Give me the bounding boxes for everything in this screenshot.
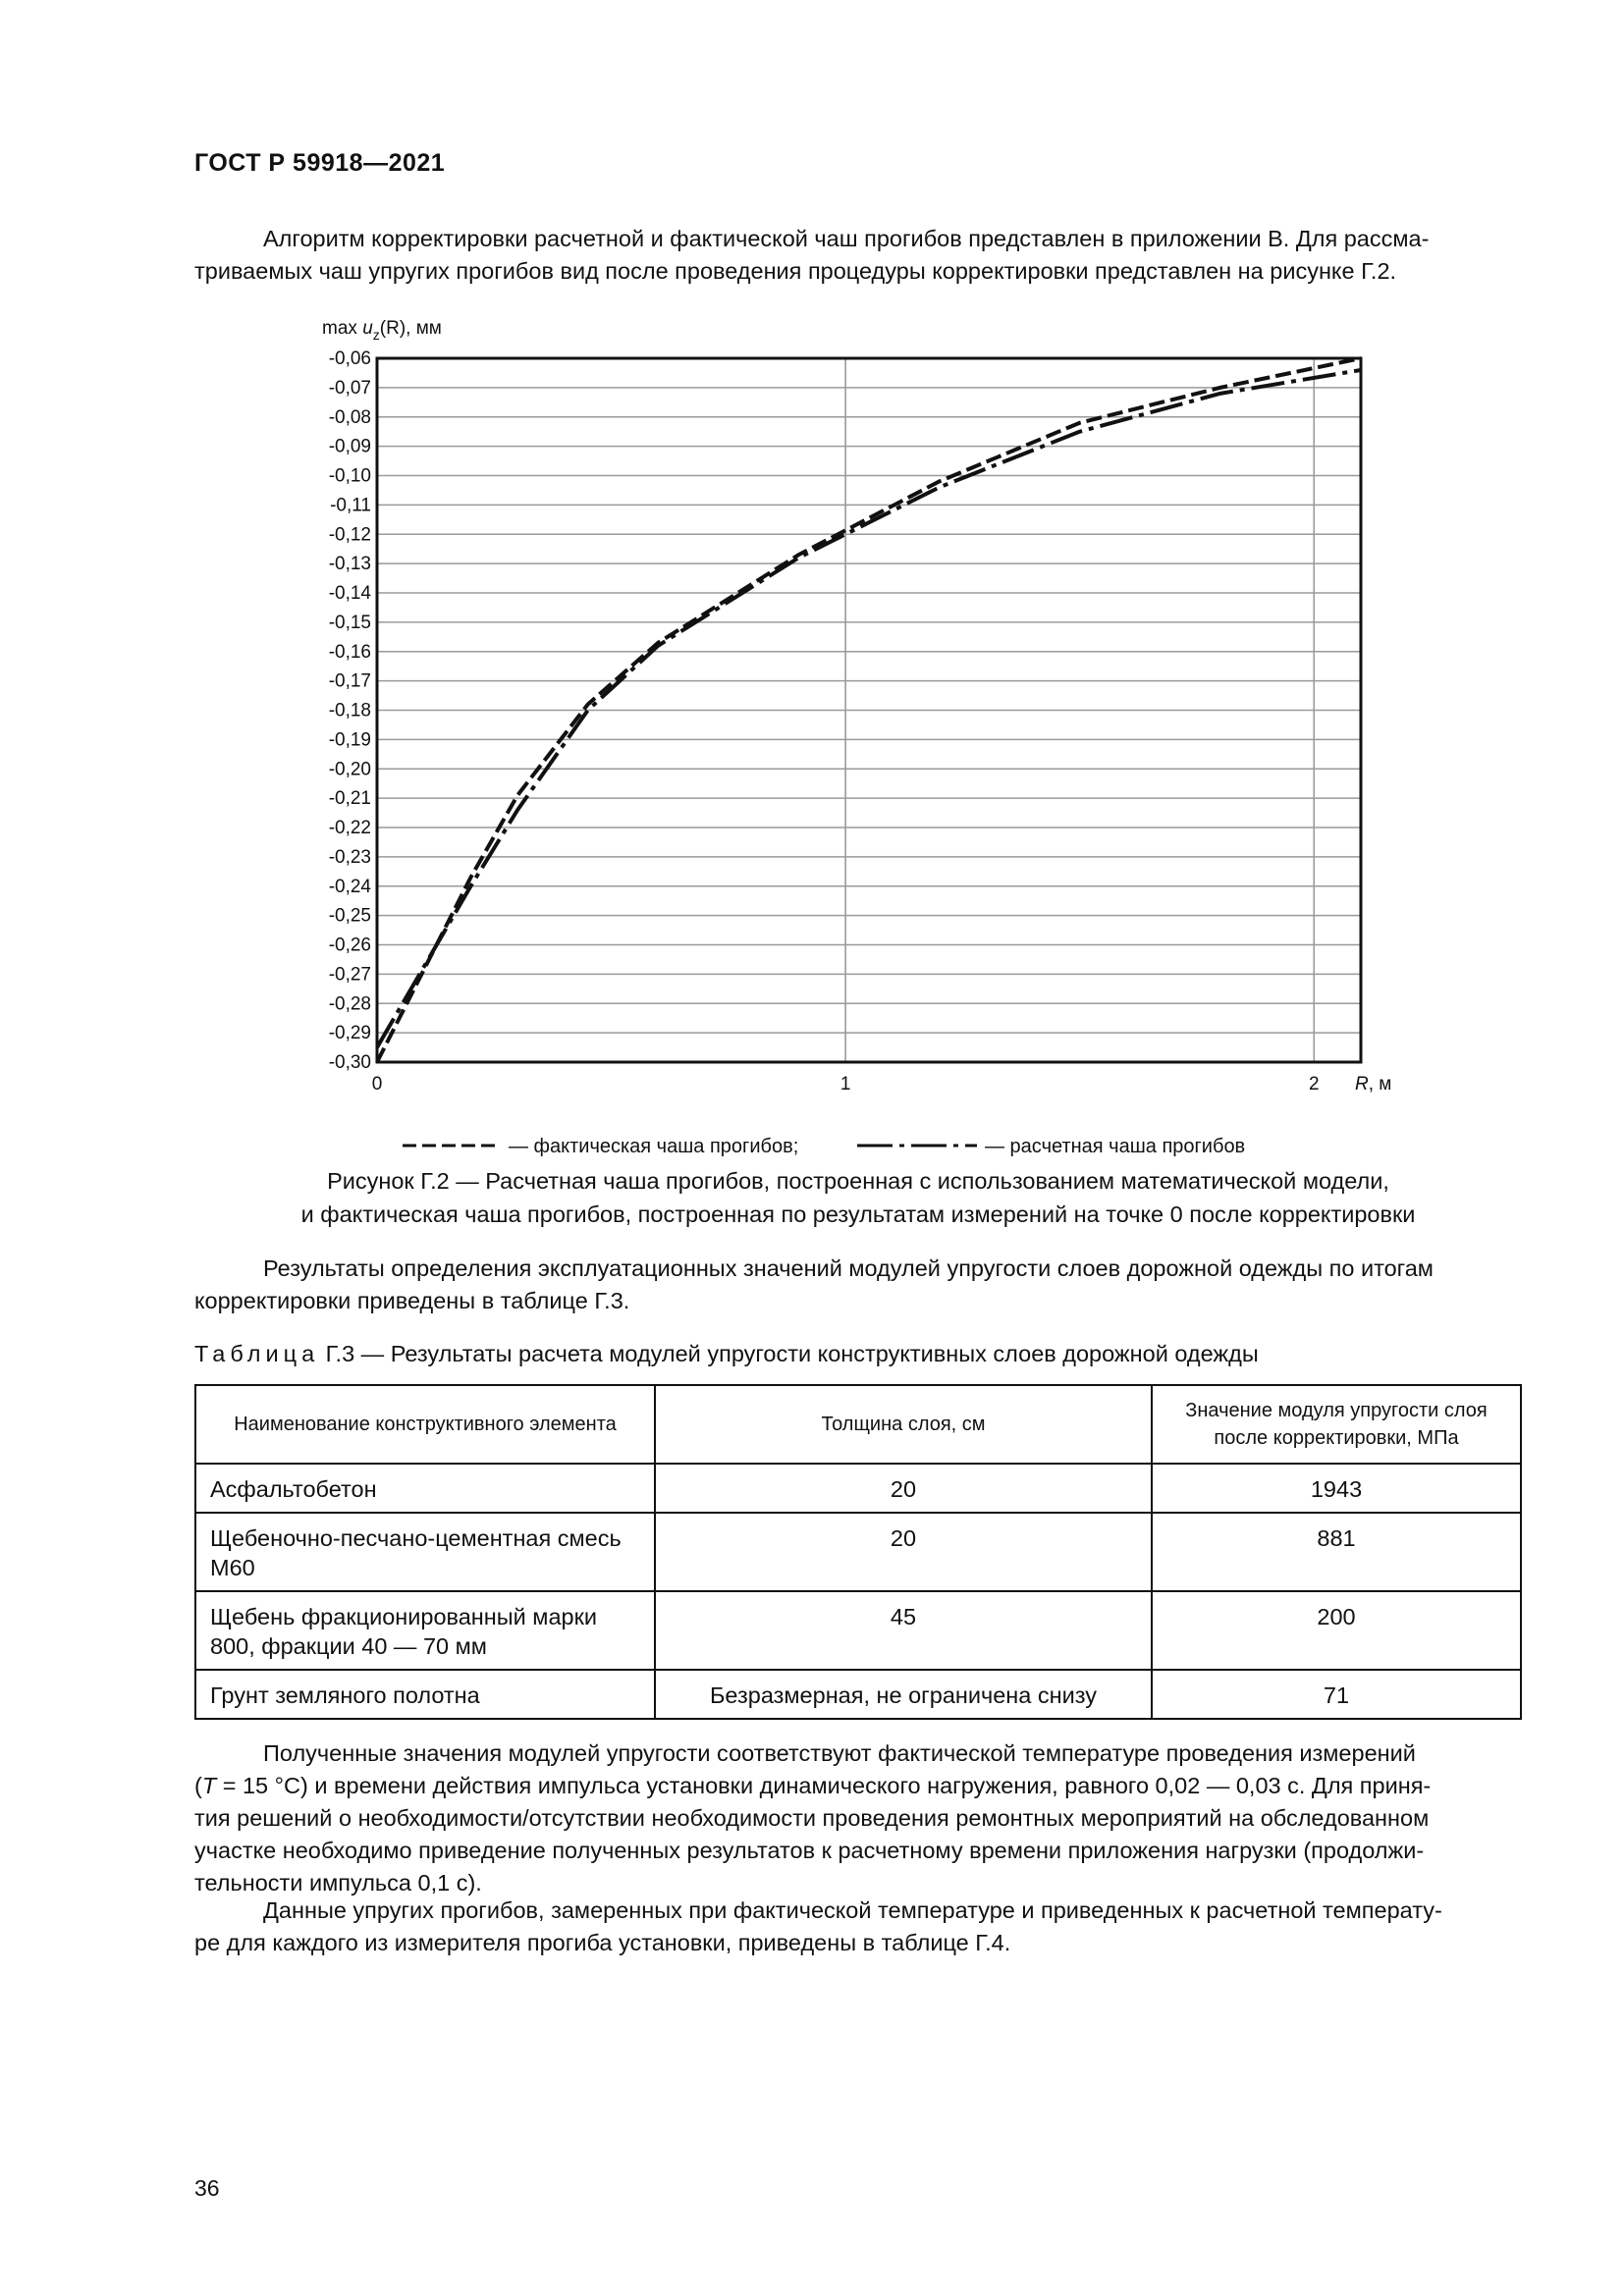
- table-cell: 20: [655, 1464, 1152, 1513]
- table-title-word: Таблица: [194, 1341, 320, 1366]
- y-tick-label: -0,29: [328, 1023, 371, 1044]
- y-tick-label: -0,21: [328, 788, 371, 810]
- table-cell: 200: [1152, 1591, 1521, 1670]
- table-row: [195, 1513, 1521, 1591]
- y-tick-label: -0,28: [328, 993, 371, 1015]
- paragraph-line: тия решений о необходимости/отсутствии необходимости проведения ремонтных мероприятий на обследованном: [194, 1805, 1430, 1831]
- x-axis-label: [1355, 1074, 1391, 1095]
- table-title-rest: Г.3 — Результаты расчета модулей упругости конструктивных слоев дорожной одежды: [319, 1341, 1259, 1366]
- y-tick-label: -0,23: [328, 846, 371, 868]
- paragraph-line: Результаты определения эксплуатационных значений модулей упругости слоев дорожной одежды по итогам: [263, 1255, 1434, 1281]
- table-cell: 20: [655, 1513, 1152, 1591]
- y-tick-label: -0,14: [328, 583, 371, 604]
- legend-calc-label: — расчетная чаша прогибов: [985, 1136, 1246, 1157]
- legend-actual-label: — фактическая чаша прогибов;: [509, 1136, 799, 1157]
- paragraph-line: корректировки приведены в таблице Г.3.: [194, 1288, 630, 1313]
- paragraph-line: триваемых чаш упругих прогибов вид после проведения процедуры корректировки представлен на рисунке Г.2.: [194, 258, 1397, 284]
- table-cell: Щебеночно-песчано-цементная смесь М60: [195, 1513, 655, 1591]
- paragraph-next-table: [194, 1895, 1522, 1959]
- deflection-chart: [295, 304, 1424, 1168]
- series-line-calculated: [377, 370, 1361, 1047]
- y-tick-label: -0,12: [328, 524, 371, 546]
- table-cell: 71: [1152, 1670, 1521, 1719]
- table-header-row: [195, 1385, 1521, 1464]
- table-header-cell: Значение модуля упругости слоя после корректировки, МПа: [1152, 1385, 1521, 1464]
- paragraph-line: Данные упругих прогибов, замеренных при фактической температуре и приведенных к расчетной температу-: [263, 1897, 1442, 1923]
- table-cell: Безразмерная, не ограничена снизу: [655, 1670, 1152, 1719]
- caption-line: и фактическая чаша прогибов, построенная по результатам измерений на точке 0 после корректировки: [300, 1201, 1416, 1227]
- caption-line: Рисунок Г.2 — Расчетная чаша прогибов, построенная с использованием математической модели,: [327, 1168, 1389, 1194]
- table-header-cell: Наименование конструктивного элемента: [195, 1385, 655, 1464]
- table-cell: Асфальтобетон: [195, 1464, 655, 1513]
- table-row: [195, 1591, 1521, 1670]
- paragraph-line: Алгоритм корректировки расчетной и фактической чаш прогибов представлен в приложении В. Для рассма-: [263, 226, 1430, 251]
- paragraph-line: тельности импульса 0,1 с).: [194, 1870, 482, 1896]
- y-tick-label: -0,18: [328, 700, 371, 721]
- chart-legend: [403, 1136, 1245, 1157]
- y-tick-label: -0,11: [330, 495, 371, 516]
- y-tick-label: -0,27: [328, 964, 371, 986]
- chart-grid: [377, 358, 1361, 1062]
- y-tick-label: -0,09: [328, 436, 371, 457]
- y-axis-label: [322, 318, 442, 343]
- y-axis-label-var: u: [362, 318, 373, 339]
- y-tick-label: -0,24: [328, 876, 371, 897]
- paragraph-line: (T = 15 °С) и времени действия импульса установки динамического нагружения, равного 0,02 — 0,03 с. Для приня-: [194, 1773, 1432, 1798]
- x-tick-label: 1: [839, 1074, 851, 1095]
- y-axis-label-suffix: (R), мм: [379, 318, 442, 339]
- x-axis-ticks: [372, 1074, 1320, 1095]
- y-tick-label: -0,22: [328, 818, 371, 838]
- table-header-cell: Толщина слоя, см: [655, 1385, 1152, 1464]
- paragraph-line: участке необходимо приведение полученных результатов к расчетному времени приложения нагрузки (продолжи-: [194, 1838, 1425, 1863]
- table-row: [195, 1464, 1521, 1513]
- table-title: [194, 1341, 1259, 1367]
- y-tick-label: -0,30: [328, 1052, 371, 1073]
- y-tick-label: -0,08: [328, 406, 371, 428]
- y-tick-label: -0,07: [328, 377, 371, 399]
- x-axis-label-var: R: [1355, 1074, 1369, 1095]
- y-tick-label: -0,20: [328, 759, 371, 780]
- table-row: [195, 1670, 1521, 1719]
- y-tick-label: -0,06: [328, 348, 371, 369]
- x-tick-label: 0: [371, 1074, 383, 1095]
- table-cell: 1943: [1152, 1464, 1521, 1513]
- y-tick-label: -0,13: [328, 554, 371, 575]
- y-axis-label-prefix: max: [322, 318, 363, 339]
- y-axis-ticks: [329, 348, 372, 1073]
- x-tick-label: 2: [1308, 1074, 1320, 1095]
- document-header: ГОСТ Р 59918—2021: [194, 149, 446, 177]
- paragraph-line: ре для каждого из измерителя прогиба установки, приведены в таблице Г.4.: [194, 1930, 1011, 1955]
- paragraph-intro: [194, 223, 1522, 288]
- y-tick-label: -0,26: [328, 934, 371, 956]
- x-axis-label-unit: , м: [1368, 1074, 1392, 1095]
- y-tick-label: -0,25: [328, 905, 371, 927]
- results-table: [194, 1384, 1522, 1720]
- y-axis-label-sub: z: [372, 327, 380, 343]
- y-tick-label: -0,16: [328, 641, 371, 663]
- table-cell: Грунт земляного полотна: [195, 1670, 655, 1719]
- paragraph-line: Полученные значения модулей упругости соответствуют фактической температуре проведения измерений: [263, 1740, 1416, 1766]
- page-number: 36: [194, 2175, 220, 2201]
- table-cell: Щебень фракционированный марки 800, фракции 40 — 70 мм: [195, 1591, 655, 1670]
- y-tick-label: -0,15: [328, 612, 371, 633]
- table-cell: 45: [655, 1591, 1152, 1670]
- paragraph-conclusion: [194, 1737, 1522, 1899]
- y-tick-label: -0,10: [328, 465, 371, 487]
- figure-caption: [194, 1164, 1522, 1231]
- y-tick-label: -0,17: [328, 670, 371, 692]
- table-cell: 881: [1152, 1513, 1521, 1591]
- y-tick-label: -0,19: [328, 729, 371, 751]
- paragraph-results: [194, 1253, 1522, 1317]
